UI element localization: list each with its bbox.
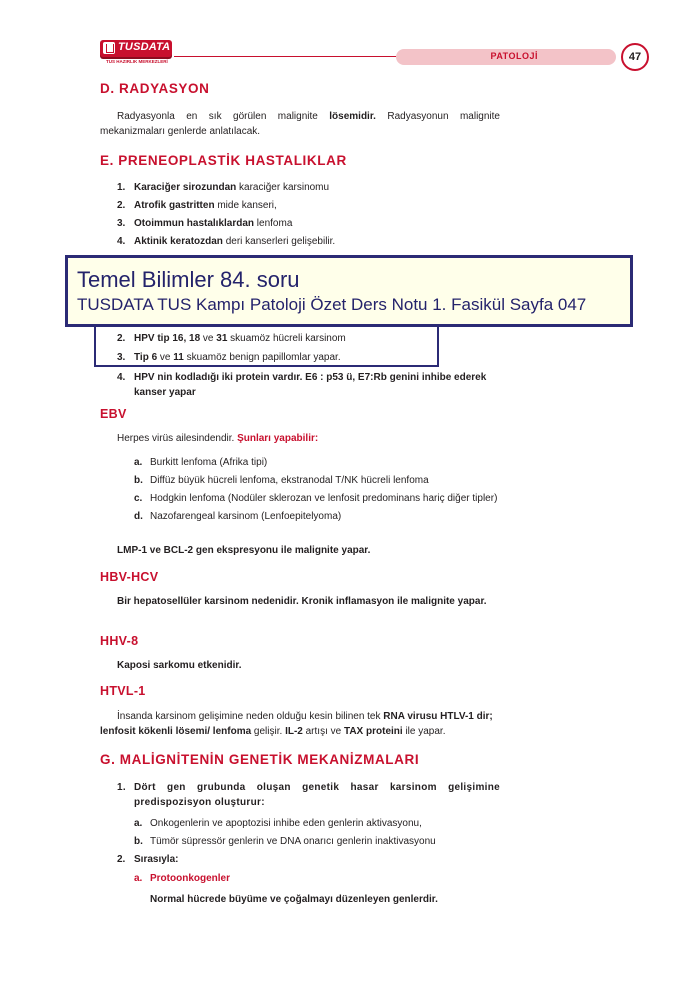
text: Radyasyonla en sık görülen malignite: [117, 111, 330, 122]
section-title: PATOLOJİ: [490, 51, 538, 61]
heading-htlv1: HTVL-1: [100, 684, 146, 698]
item-number: 1.: [117, 782, 126, 793]
list-item: [117, 350, 504, 365]
list-item: [134, 871, 500, 886]
bold-text: 31: [216, 333, 228, 344]
list-item: [117, 780, 500, 810]
heading-hbv-hcv: HBV-HCV: [100, 570, 159, 584]
ebv-list: [134, 455, 500, 527]
genetik-list-2: [117, 852, 500, 870]
list-item: [134, 455, 500, 470]
text: gelişir.: [251, 726, 286, 737]
hpv-list: [117, 331, 504, 403]
text: Sırasıyla:: [134, 854, 179, 865]
protoonkogen-description: Normal hücrede büyüme ve çoğalmayı düzenleyen genlerdir.: [150, 894, 438, 905]
heading-ebv: EBV: [100, 407, 127, 421]
preneoplastik-list: [117, 180, 504, 252]
list-item: [117, 198, 504, 213]
list-item: [134, 491, 500, 506]
section-title-pill: [396, 49, 616, 65]
hhv-text: Kaposi sarkomu etkenidir.: [117, 660, 242, 671]
header-rule: [174, 56, 396, 57]
text: Nazofarengeal karsinom (Lenfoepitelyoma): [150, 511, 342, 522]
text: Herpes virüs ailesindendir.: [117, 433, 238, 444]
item-number: 2.: [117, 200, 126, 211]
htlv-text: [100, 709, 502, 739]
logo-building-icon: [103, 42, 115, 54]
item-number: 4.: [117, 372, 126, 383]
heading-preneoplastik: E. PRENEOPLASTİK HASTALIKLAR: [100, 153, 347, 168]
bold-text: TAX proteini: [343, 726, 403, 737]
text: Onkogenlerin ve apoptozisi inhibe eden genlerin aktivasyonu,: [150, 818, 422, 829]
item-letter: a.: [134, 818, 143, 829]
list-item: [117, 180, 504, 195]
text: Hodgkin lenfoma (Nodüler sklerozan ve lenfosit predominans hariç diğer tipler): [150, 493, 498, 504]
overlay-title: Temel Bilimler 84. soru: [77, 267, 300, 292]
text: skuamöz hücreli karsinom: [227, 333, 346, 344]
logo-text: TUSDATA: [118, 41, 171, 53]
genetik-sublist: [134, 816, 500, 852]
text: mide kanseri,: [214, 200, 277, 211]
list-item: [134, 816, 500, 831]
bold-text: Tip 6: [134, 352, 158, 363]
text: Burkitt lenfoma (Afrika tipi): [150, 457, 268, 468]
item-number: 3.: [117, 352, 126, 363]
bold-text: Karaciğer sirozundan: [134, 182, 237, 193]
item-letter: a.: [134, 873, 143, 884]
bold-text: 11: [173, 352, 184, 363]
text: İnsanda karsinom gelişimine neden olduğu kesin bilinen tek: [117, 711, 384, 722]
list-item: [134, 473, 500, 488]
list-item: [117, 216, 504, 231]
item-letter: b.: [134, 475, 143, 486]
item-number: 2.: [117, 854, 126, 865]
heading-radyasyon: D. RADYASYON: [100, 81, 210, 96]
text: ve: [157, 352, 174, 363]
tusdata-logo: [100, 38, 174, 66]
list-item: [134, 834, 500, 849]
text: HPV nin kodladığı iki protein vardır. E6 : p53 ü, E7:Rb genini inhibe ederek kanser yapar: [134, 372, 487, 398]
highlight-text: Protoonkogenler: [150, 873, 231, 884]
list-item: [117, 370, 504, 400]
item-letter: c.: [134, 493, 143, 504]
text: karaciğer karsinomu: [236, 182, 330, 193]
heading-hhv8: HHV-8: [100, 634, 139, 648]
text: ve: [200, 333, 217, 344]
bold-text: Atrofik gastritten: [134, 200, 215, 211]
question-reference-overlay: [65, 255, 633, 327]
bold-text: RNA virusu HTLV-1 dir; lenfosit kökenli lösemi/ lenfoma: [100, 711, 493, 737]
list-item: [134, 509, 500, 524]
text: artışı ve: [302, 726, 344, 737]
bold-text: Aktinik keratozdan: [134, 236, 223, 247]
item-letter: b.: [134, 836, 143, 847]
bold-text: HPV tip 16, 18: [134, 333, 201, 344]
bold-text: Otoimmun hastalıklardan: [134, 218, 255, 229]
logo-tagline: TUS HAZIRLIK MERKEZLERİ: [106, 59, 168, 64]
heading-genetik: G. MALİGNİTENİN GENETİK MEKANİZMALARI: [100, 752, 420, 767]
list-item: [117, 234, 504, 249]
text: Dört gen grubunda oluşan genetik hasar karsinom gelişimine predispozisyon oluşturur:: [134, 782, 500, 808]
list-item: [117, 852, 500, 867]
bold-text: lösemidir.: [329, 111, 376, 122]
highlight-text: Şunları yapabilir:: [237, 433, 319, 444]
list-item: [117, 331, 504, 346]
item-letter: d.: [134, 511, 143, 522]
item-number: 4.: [117, 236, 126, 247]
text: Tümör süpressör genlerin ve DNA onarıcı genlerin inaktivasyonu: [150, 836, 436, 847]
radyasyon-paragraph: [100, 109, 500, 139]
text: Radyasyonun malignite mekanizmaları genlerde anlatılacak.: [100, 111, 500, 137]
item-letter: a.: [134, 457, 143, 468]
genetik-sublist-2: [134, 871, 500, 889]
text: lenfoma: [254, 218, 293, 229]
item-number: 2.: [117, 333, 126, 344]
text: skuamöz benign papillomlar yapar.: [183, 352, 341, 363]
ebv-footer: LMP-1 ve BCL-2 gen ekspresyonu ile malignite yapar.: [117, 545, 371, 556]
item-number: 3.: [117, 218, 126, 229]
bold-text: IL-2: [285, 726, 303, 737]
item-number: 1.: [117, 182, 126, 193]
text: deri kanserleri gelişebilir.: [222, 236, 336, 247]
text: Diffüz büyük hücreli lenfoma, ekstranodal T/NK hücreli lenfoma: [150, 475, 429, 486]
page-number: 47: [621, 43, 649, 71]
ebv-intro: [117, 431, 502, 446]
genetik-list: [117, 780, 500, 813]
hbv-text: Bir hepatosellüler karsinom nedenidir. Kronik inflamasyon ile malignite yapar.: [117, 596, 487, 607]
text: ile yapar.: [402, 726, 446, 737]
overlay-subtitle: TUSDATA TUS Kampı Patoloji Özet Ders Notu 1. Fasikül Sayfa 047: [77, 295, 587, 314]
